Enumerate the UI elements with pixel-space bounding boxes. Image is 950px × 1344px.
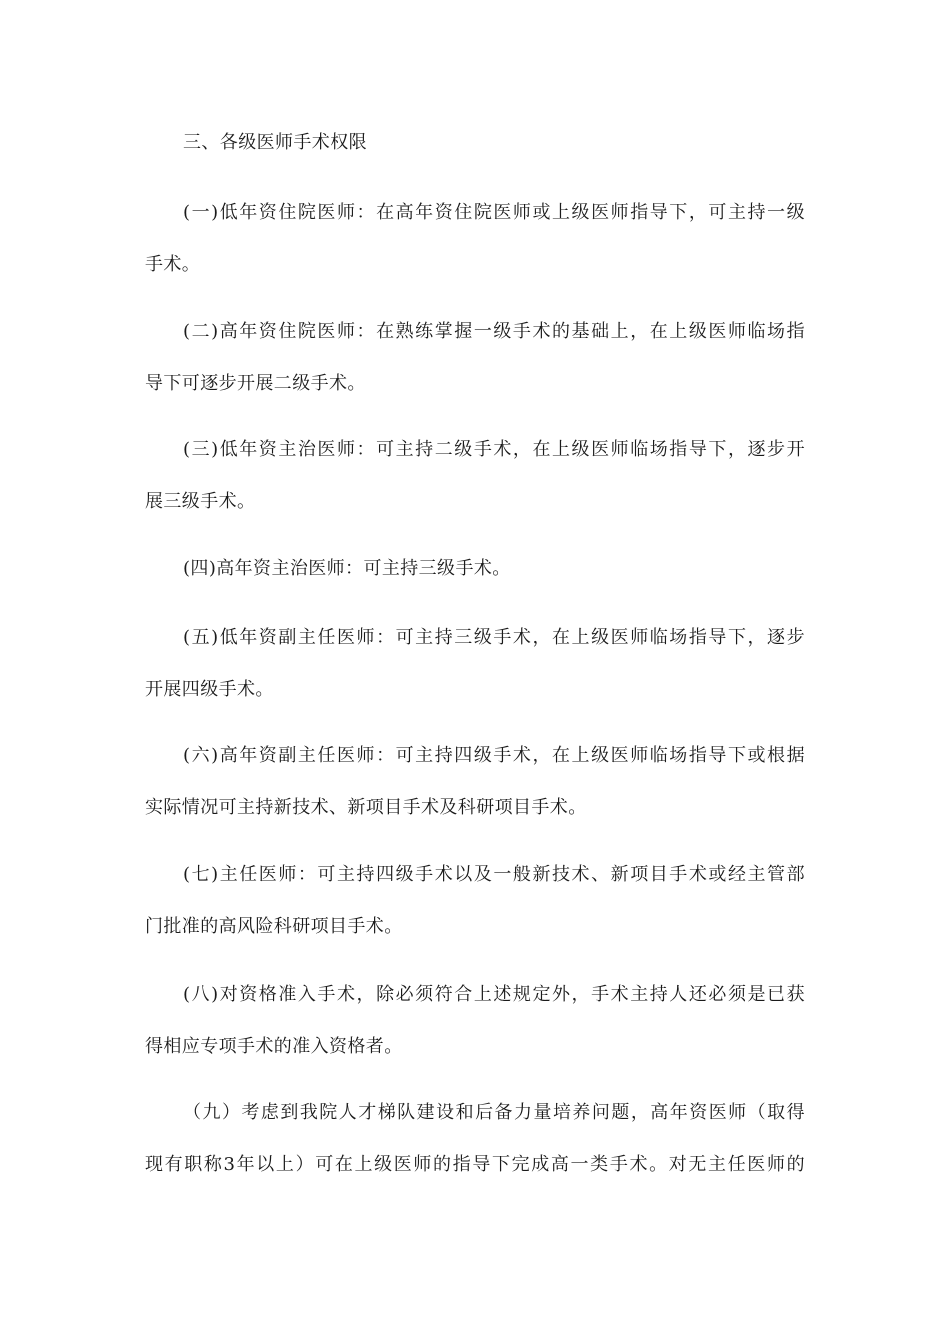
paragraph-5-line-1: (五)低年资副主任医师：可主持三级手术，在上级医师临场指导下，逐步 [183,627,805,648]
paragraph-7-line-1: (七)主任医师：可主持四级手术以及一般新技术、新项目手术或经主管部 [183,864,805,885]
paragraph-6-line-1: (六)高年资副主任医师：可主持四级手术，在上级医师临场指导下或根据 [183,745,805,766]
paragraph-5-line-2: 开展四级手术。 [145,679,274,700]
paragraph-6-line-2: 实际情况可主持新技术、新项目手术及科研项目手术。 [145,797,587,818]
section-title: 三、各级医师手术权限 [183,132,367,153]
paragraph-8-line-2: 得相应专项手术的准入资格者。 [145,1036,403,1057]
paragraph-2-line-2: 导下可逐步开展二级手术。 [145,373,366,394]
paragraph-2-line-1: (二)高年资住院医师：在熟练掌握一级手术的基础上，在上级医师临场指 [183,321,805,342]
paragraph-9-line-2: 现有职称3年以上）可在上级医师的指导下完成高一类手术。对无主任医师的 [145,1154,805,1175]
paragraph-8-line-1: (八)对资格准入手术，除必须符合上述规定外，手术主持人还必须是已获 [183,984,805,1005]
paragraph-4-line-1: (四)高年资主治医师：可主持三级手术。 [183,558,511,579]
paragraph-3-line-2: 展三级手术。 [145,491,256,512]
paragraph-1-line-1: (一)低年资住院医师：在高年资住院医师或上级医师指导下，可主持一级 [183,202,805,223]
paragraph-1-line-2: 手术。 [145,254,201,275]
paragraph-9-line-1: （九）考虑到我院人才梯队建设和后备力量培养问题，高年资医师（取得 [183,1102,805,1123]
paragraph-7-line-2: 门批准的高风险科研项目手术。 [145,916,403,937]
paragraph-3-line-1: (三)低年资主治医师：可主持二级手术，在上级医师临场指导下，逐步开 [183,439,805,460]
